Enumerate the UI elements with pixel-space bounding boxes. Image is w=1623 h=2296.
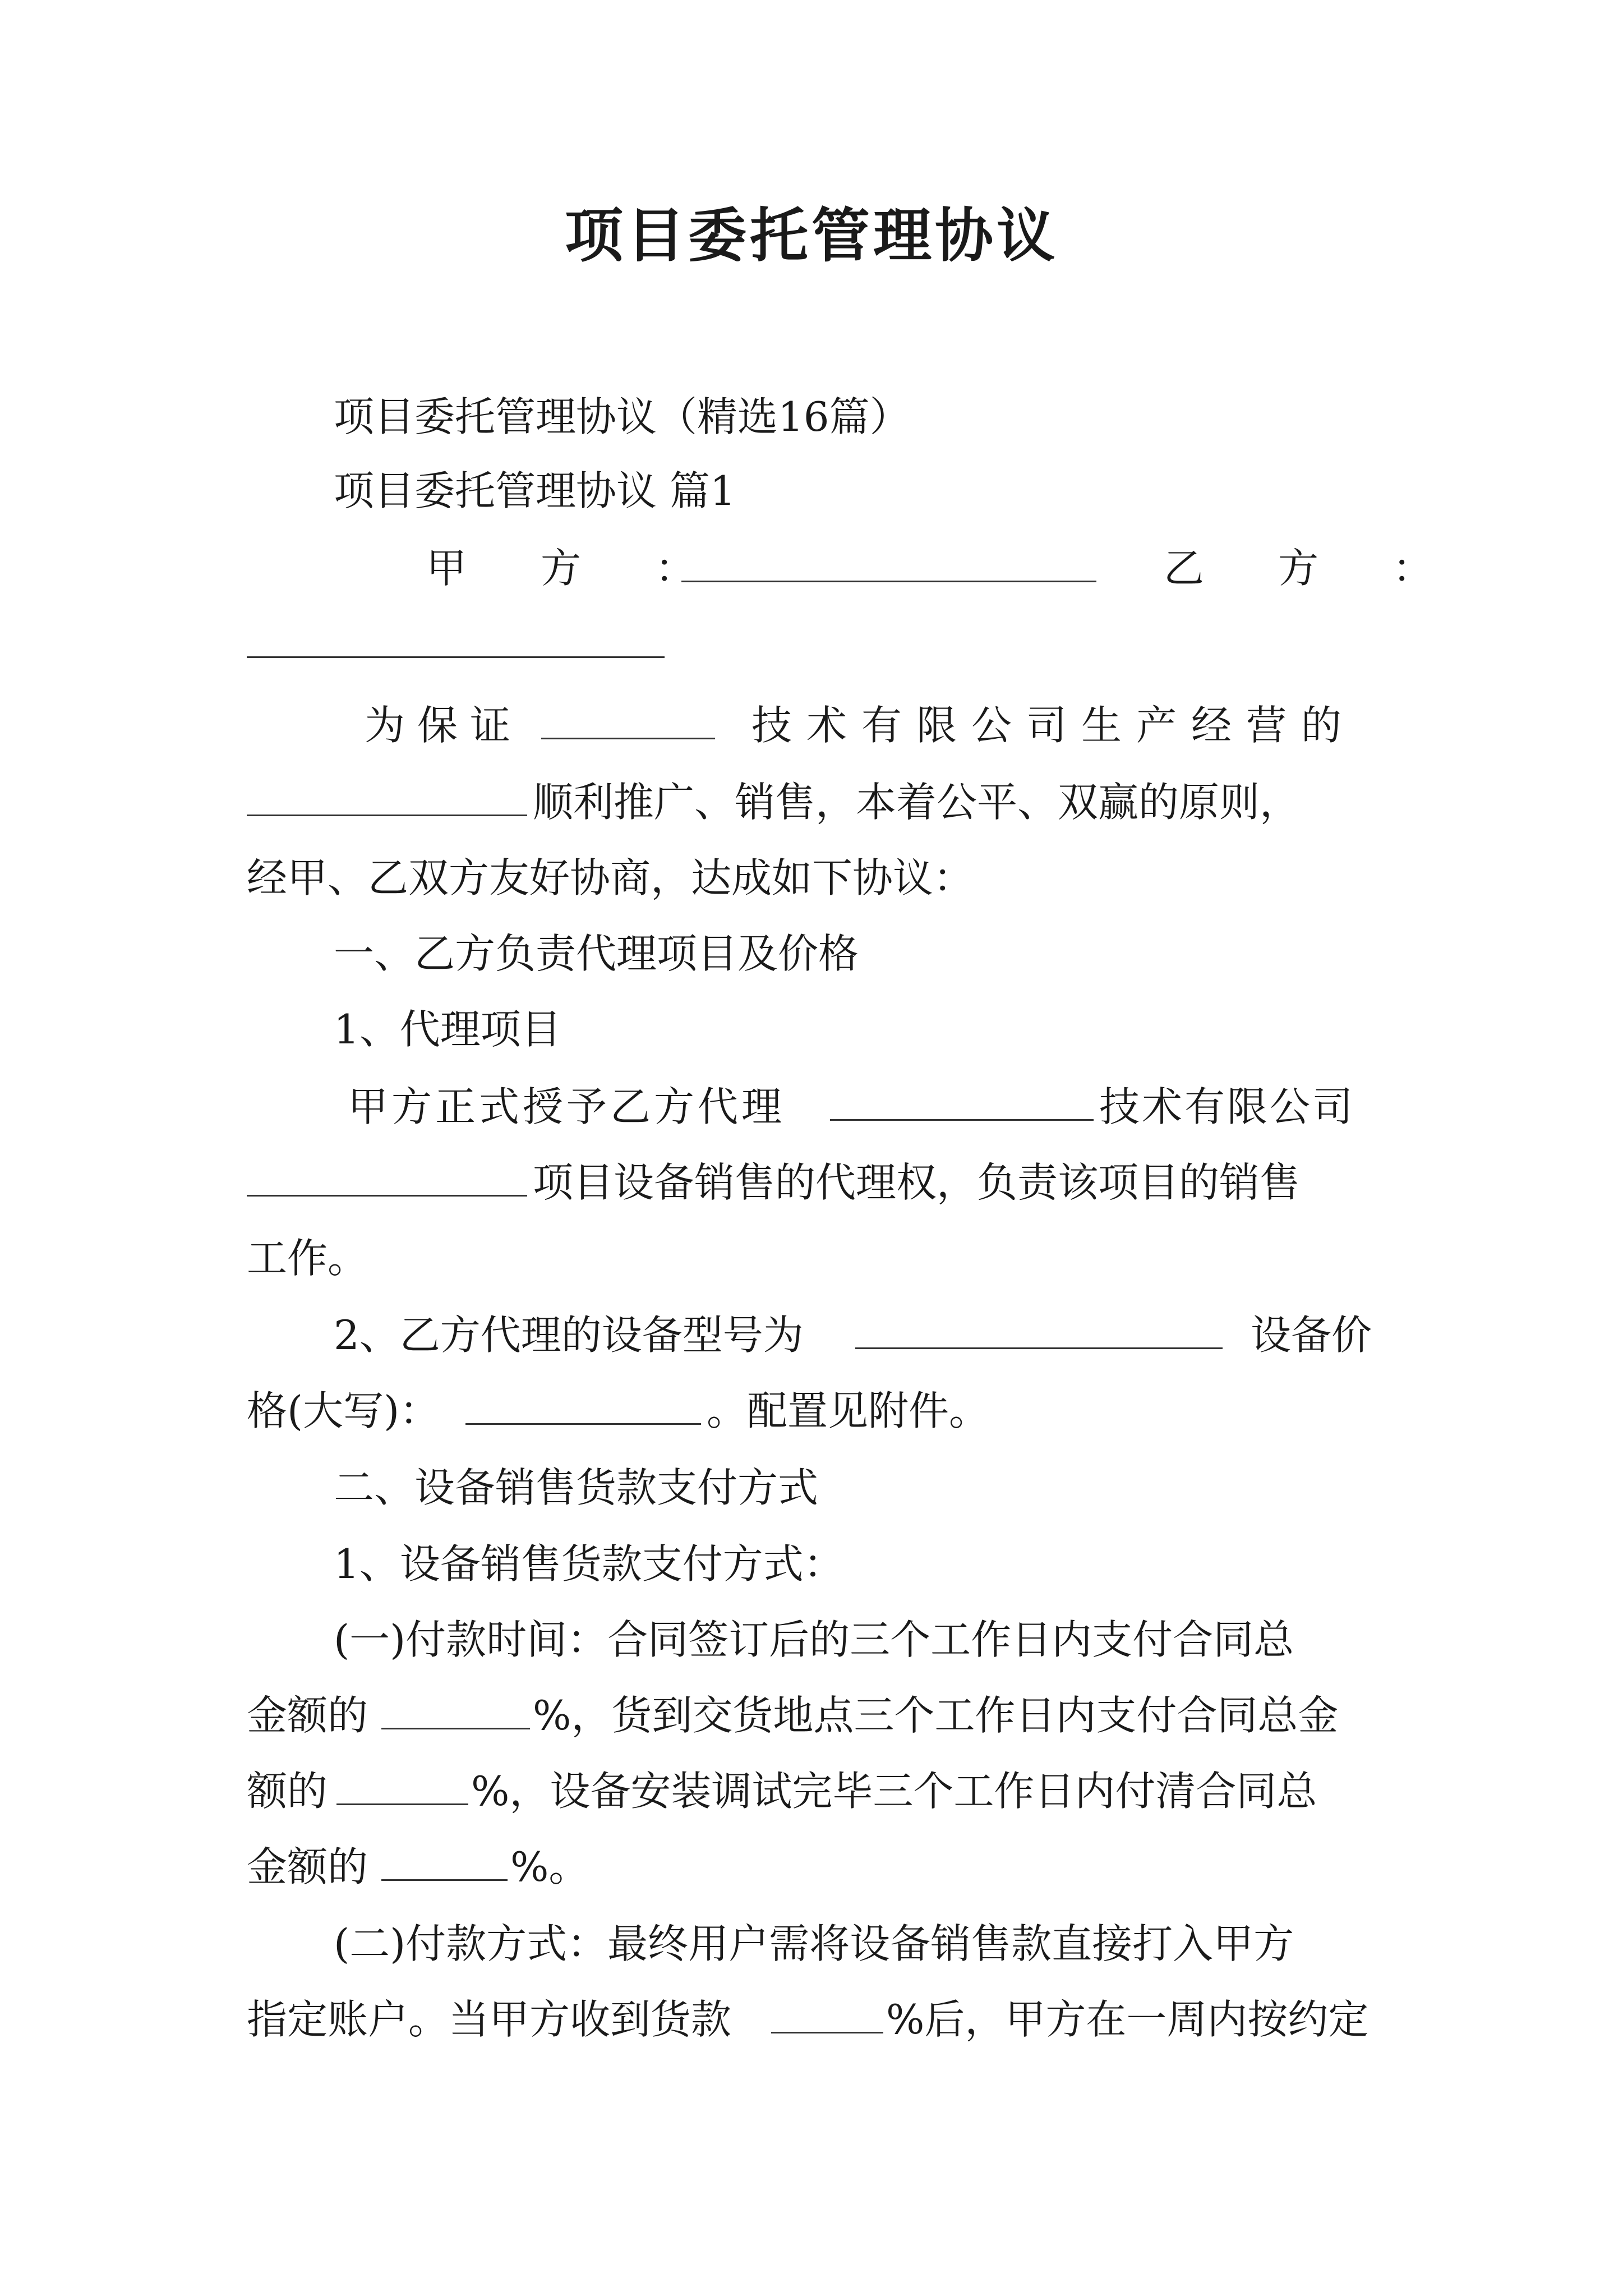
p3-blank-1 <box>855 1308 1223 1349</box>
party-a-label: 甲 方 ： <box>426 545 713 592</box>
p4-blank-1 <box>381 1688 530 1729</box>
p4-text-b: %，货到交货地点三个工作日内支付合同总金 <box>533 1692 1339 1739</box>
p1-text-b: 技术有限公司生产经营的 <box>751 702 1357 749</box>
p4-text-c: 额的 <box>247 1768 328 1815</box>
party-b-label: 乙 方 ： <box>1164 545 1450 592</box>
p2-text-b: 技术有限公司 <box>1099 1083 1355 1130</box>
p4-text-e: 金额的 <box>247 1843 368 1890</box>
p5-line-1: (二)付款方式：最终用户需将设备销售款直接打入甲方 <box>334 1920 1294 1967</box>
p3-text-b: 设备价 <box>1251 1312 1372 1359</box>
p5-text-a: 指定账户。当甲方收到货款 <box>247 1996 732 2043</box>
subtitle: 项目委托管理协议（精选16篇） <box>334 393 910 440</box>
heading-2-1: 1、设备销售货款支付方式： <box>334 1540 844 1588</box>
heading-2: 二、设备销售货款支付方式 <box>334 1464 819 1511</box>
p4-text-d: %，设备安装调试完毕三个工作日内付清合同总 <box>471 1768 1317 1815</box>
p2-text-a: 甲方正式授予乙方代理 <box>348 1083 786 1130</box>
p5-text-b: %后，甲方在一周内按约定 <box>886 1996 1369 2043</box>
p3-text-a: 2、乙方代理的设备型号为 <box>334 1312 804 1359</box>
p4-blank-3 <box>381 1840 508 1881</box>
party-b-blank <box>247 617 665 658</box>
p3-text-d: 。配置见附件。 <box>707 1387 990 1434</box>
p4-text-a: 金额的 <box>247 1692 368 1739</box>
p4-line-1: (一)付款时间：合同签订后的三个工作日内支付合同总 <box>334 1616 1294 1663</box>
document-title: 项目委托管理协议 <box>564 201 1058 270</box>
p1-line-2: 顺利推广、销售，本着公平、双赢的原则， <box>533 779 1301 826</box>
party-a-blank <box>681 541 1096 582</box>
p1-line-3: 经甲、乙双方友好协商，达成如下协议： <box>247 854 974 901</box>
p1-blank-2 <box>247 775 527 816</box>
p2-line-2: 项目设备销售的代理权，负责该项目的销售 <box>533 1159 1301 1206</box>
section-heading: 项目委托管理协议 篇1 <box>334 467 736 514</box>
p5-blank-1 <box>771 1993 883 2033</box>
p4-text-f: %。 <box>510 1843 589 1890</box>
p1-blank-1 <box>541 698 715 739</box>
p4-blank-2 <box>336 1764 468 1805</box>
p2-blank-1 <box>830 1080 1094 1121</box>
p3-blank-2 <box>465 1384 701 1425</box>
p2-blank-2 <box>247 1156 527 1197</box>
p1-text-a: 为保证 <box>365 702 523 749</box>
p2-line-3: 工作。 <box>247 1235 368 1282</box>
heading-1: 一、乙方负责代理项目及价格 <box>334 930 859 977</box>
heading-1-1: 1、代理项目 <box>334 1006 561 1053</box>
p3-text-c: 格(大写)： <box>247 1387 440 1434</box>
